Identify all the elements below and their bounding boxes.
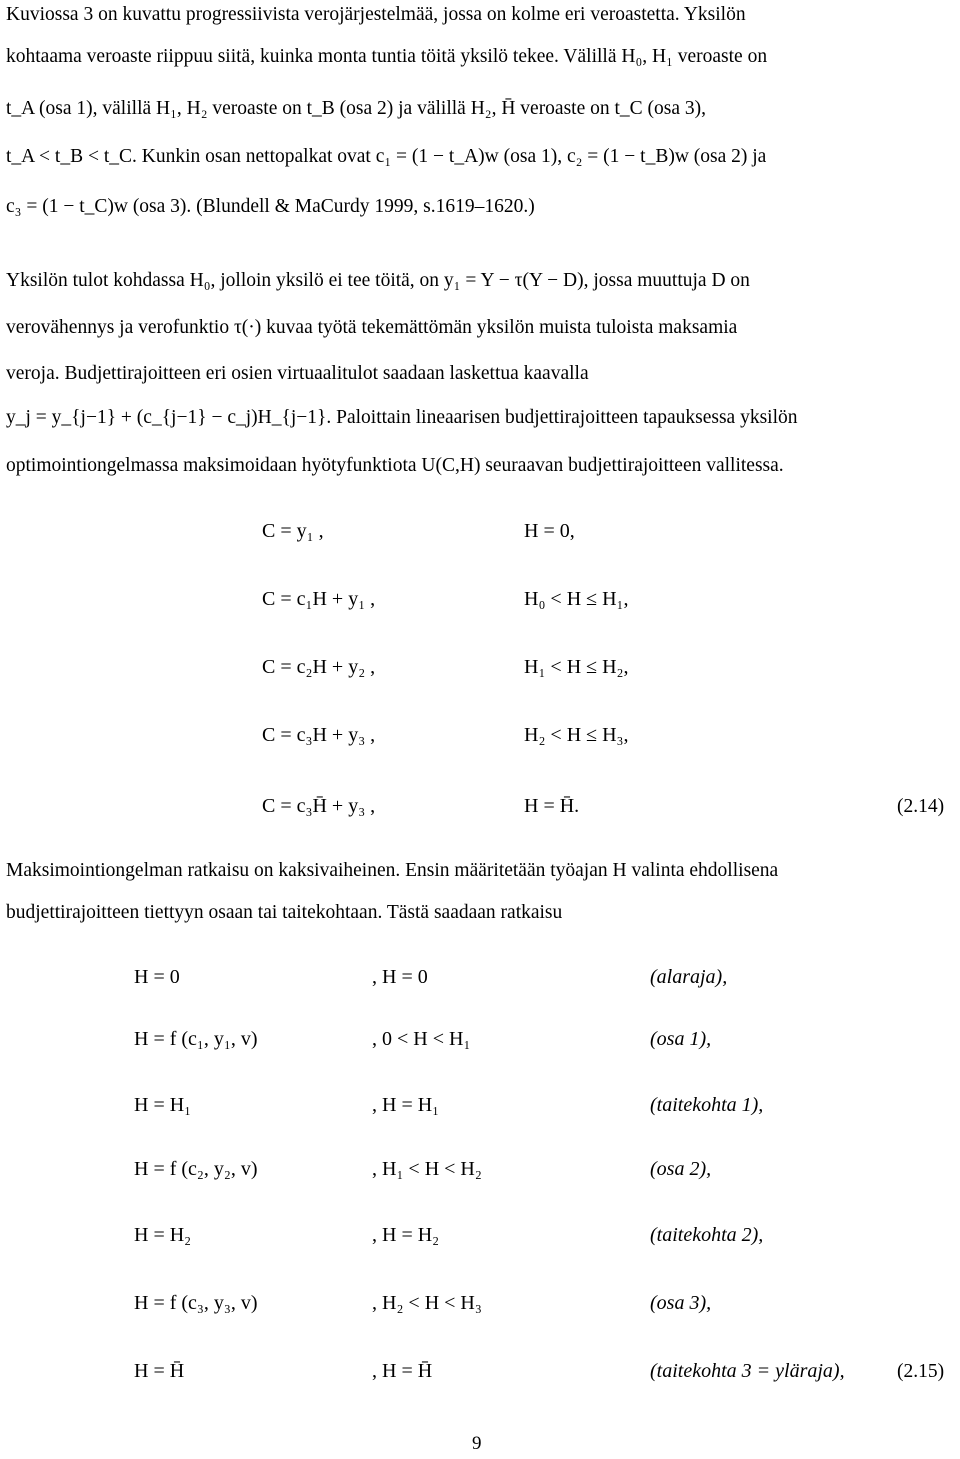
para2-line3: veroja. Budjettirajoitteen eri osien virtuaalitulot saadaan laskettua kaavalla [6,363,589,384]
para2-line5: optimointiongelmassa maksimoidaan hyötyfunktiota U(C,H) seuraavan budjettirajoitteen vallitessa. [6,455,784,476]
eq214-row4-right: H₂ < H ≤ H₃, [524,724,629,746]
eq215-row6-b: , H₂ < H < H₃ [372,1292,482,1314]
para1-line3: t_A (osa 1), välillä H₁, H₂ veroaste on t_B (osa 2) ja välillä H₂, H̄ veroaste on t_C (osa 3), [6,98,707,119]
eq214-number: (2.14) [897,796,945,817]
eq214-row5-left: C = c₃H̄ + y₃ , [262,795,376,817]
eq215-row1-a: H = 0 [134,966,180,988]
eq215-row2-c: (osa 1), [650,1028,712,1050]
eq215-row7-c: (taitekohta 3 = yläraja), [650,1360,845,1382]
page-number: 9 [472,1433,482,1454]
para3-line2: budjettirajoitteen tiettyyn osaan tai taitekohtaan. Tästä saadaan ratkaisu [6,902,563,923]
eq214-row2-right: H₀ < H ≤ H₁, [524,588,629,610]
eq215-row5-a: H = H₂ [134,1224,192,1246]
para1-line5: c₃ = (1 − t_C)w (osa 3). (Blundell & MaCurdy 1999, s.1619–1620.) [6,196,535,217]
eq215-row4-b: , H₁ < H < H₂ [372,1158,482,1180]
eq214-row5-right: H = H̄. [524,795,580,817]
para1-line4: t_A < t_B < t_C. Kunkin osan nettopalkat ovat c₁ = (1 − t_A)w (osa 1), c₂ = (1 − t_B)w (osa 2) ja [6,146,767,167]
eq215-row1-b: , H = 0 [372,966,428,988]
eq214-row3-left: C = c₂H + y₂ , [262,656,376,678]
eq214-row1-left: C = y₁ , [262,520,324,542]
para2-line2: verovähennys ja verofunktio τ(·) kuvaa työtä tekemättömän yksilön muista tuloista maksamia [6,317,738,338]
eq215-row6-a: H = f (c₃, y₃, v) [134,1292,258,1314]
eq215-row2-b: , 0 < H < H₁ [372,1028,471,1050]
eq215-row3-c: (taitekohta 1), [650,1094,764,1116]
para1-line2: kohtaama veroaste riippuu siitä, kuinka monta tuntia töitä yksilö tekee. Välillä H₀, H₁ veroaste on [6,46,768,67]
para1-line1: Kuviossa 3 on kuvattu progressiivista verojärjestelmää, jossa on kolme eri veroastetta. Yksilön [6,4,746,25]
eq215-row5-b: , H = H₂ [372,1224,440,1246]
eq215-row4-a: H = f (c₂, y₂, v) [134,1158,258,1180]
eq215-row3-a: H = H₁ [134,1094,192,1116]
eq214-row3-right: H₁ < H ≤ H₂, [524,656,629,678]
para2-line1: Yksilön tulot kohdassa H₀, jolloin yksilö ei tee töitä, on y₁ = Y − τ(Y − D), jossa muuttuja D on [6,270,750,291]
eq214-row4-left: C = c₃H + y₃ , [262,724,376,746]
eq215-row2-a: H = f (c₁, y₁, v) [134,1028,258,1050]
eq215-row6-c: (osa 3), [650,1292,712,1314]
para2-line4: y_j = y_{j−1} + (c_{j−1} − c_j)H_{j−1}. Paloittain lineaarisen budjettirajoitteen tapauksessa yksilön [6,407,798,428]
eq214-row2-left: C = c₁H + y₁ , [262,588,376,610]
eq215-row5-c: (taitekohta 2), [650,1224,764,1246]
eq215-row7-a: H = H̄ [134,1360,185,1382]
eq214-row1-right: H = 0, [524,520,575,542]
eq215-number: (2.15) [897,1361,945,1382]
eq215-row4-c: (osa 2), [650,1158,712,1180]
eq215-row7-b: , H = H̄ [372,1360,433,1382]
eq215-row3-b: , H = H₁ [372,1094,440,1116]
eq215-row1-c: (alaraja), [650,966,728,988]
para3-line1: Maksimointiongelman ratkaisu on kaksivaiheinen. Ensin määritetään työajan H valinta ehdollisena [6,860,779,881]
